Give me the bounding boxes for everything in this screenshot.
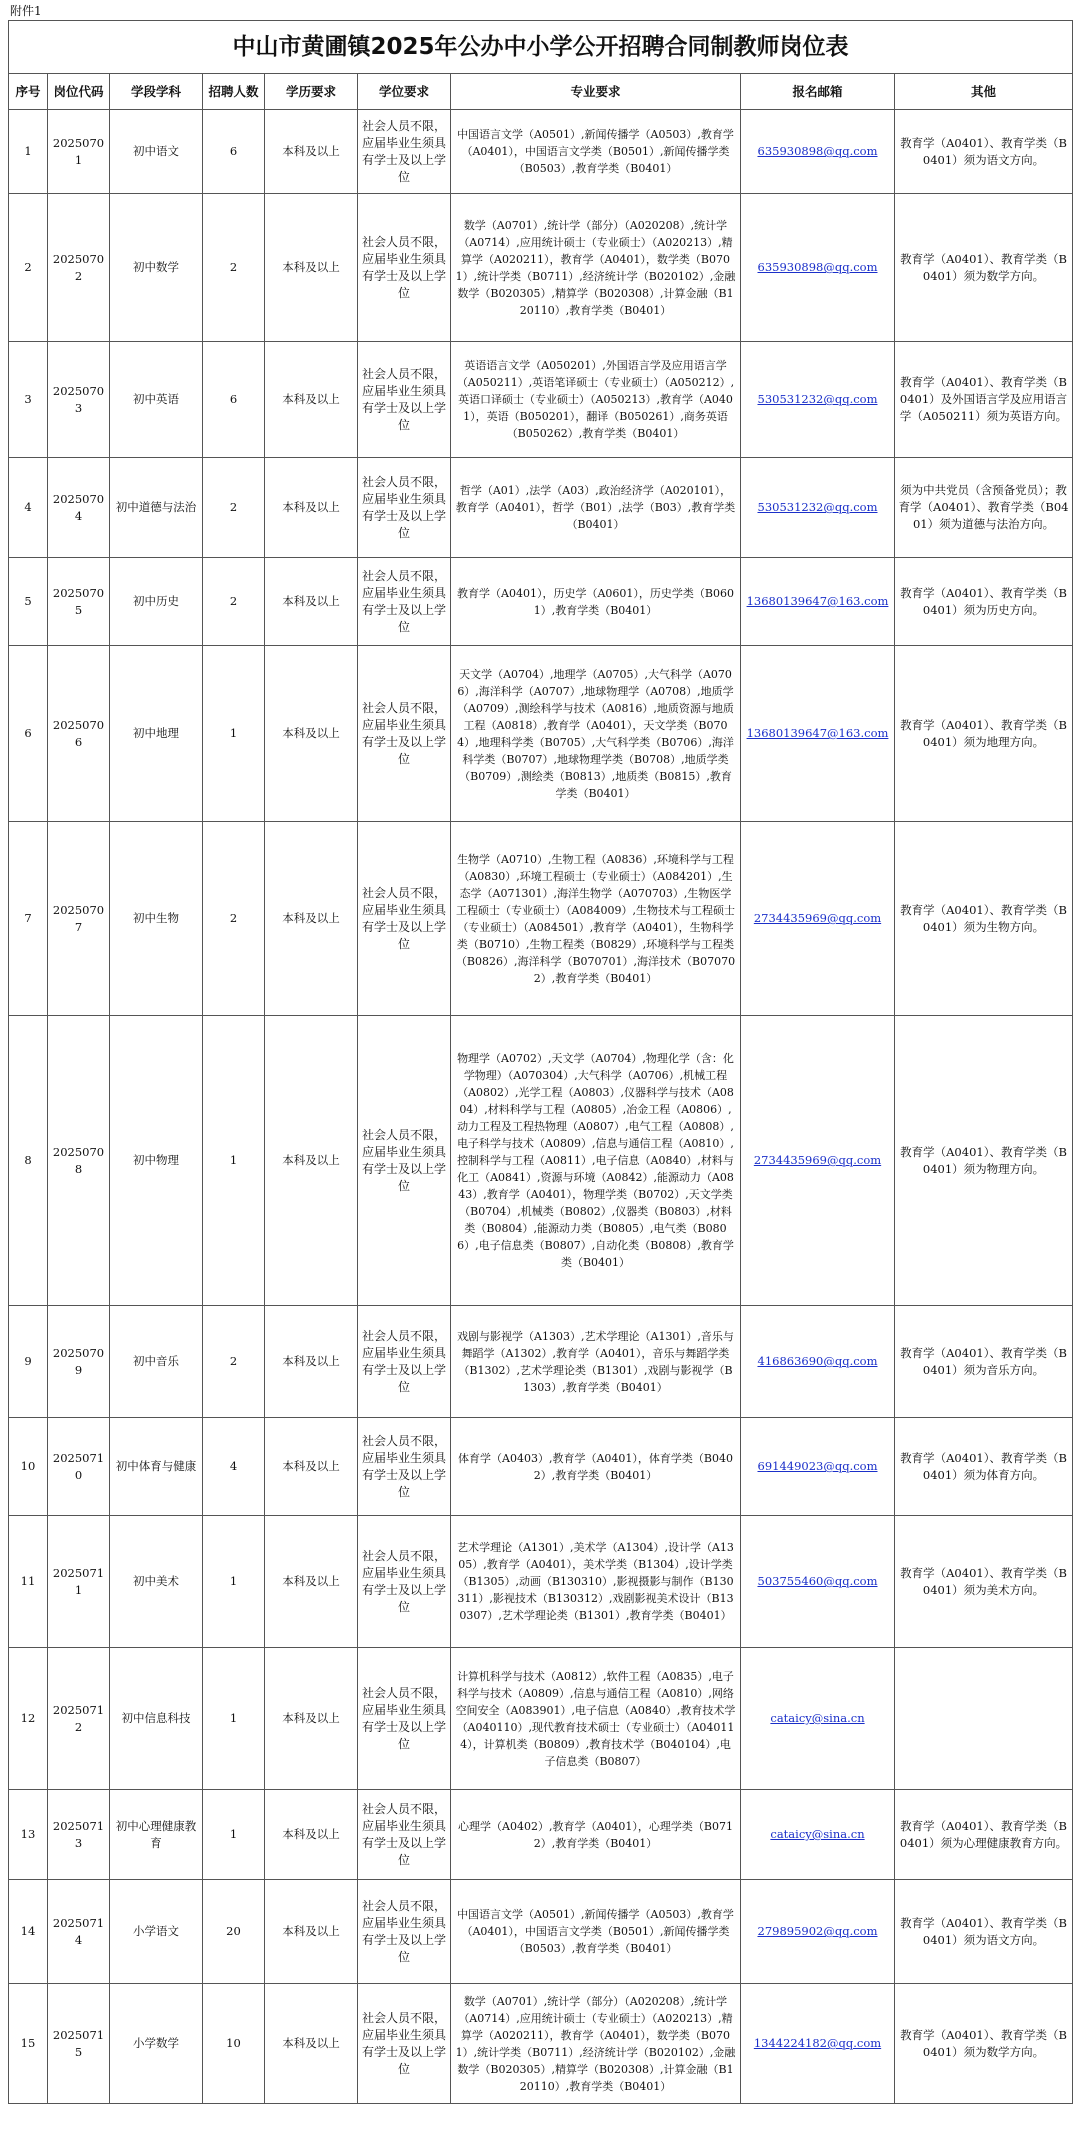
major-req-cell: 中国语言文学（A0501）,新闻传播学（A0503）,教育学（A0401），中国语言文学类（B0501）,新闻传播学类（B0503）,教育学类（B0401） bbox=[451, 110, 741, 194]
education-req-cell: 本科及以上 bbox=[265, 1516, 358, 1648]
education-req-cell: 本科及以上 bbox=[265, 1880, 358, 1984]
major-req-cell: 数学（A0701）,统计学（部分）（A020208）,统计学（A0714）,应用统计硕士（专业硕士）（A020213）,精算学（A020211），教育学（A0401），数学类（B0701）,统计学类（B0711）,经济统计学（B020102）,金融数学（B020305）,精算学（B020308）,计算金融（B120110）,教育学类（B0401） bbox=[451, 1984, 741, 2104]
table-row bbox=[9, 1790, 1073, 1880]
other-notes-cell: 教育学（A0401）、教育学类（B0401）须为语文方向。 bbox=[895, 1880, 1073, 1984]
table-row bbox=[9, 558, 1073, 646]
degree-req-cell: 社会人员不限，应届毕业生须具有学士及以上学位 bbox=[358, 1016, 451, 1306]
education-req-cell: 本科及以上 bbox=[265, 110, 358, 194]
row-number-cell: 13 bbox=[9, 1790, 48, 1880]
degree-req-cell: 社会人员不限，应届毕业生须具有学士及以上学位 bbox=[358, 1790, 451, 1880]
recruit-count-cell: 20 bbox=[203, 1880, 265, 1984]
other-notes-cell: 教育学（A0401）、教育学类（B0401）须为数学方向。 bbox=[895, 1984, 1073, 2104]
position-code-cell: 20250703 bbox=[48, 342, 110, 458]
header-count: 招聘人数 bbox=[203, 74, 265, 110]
degree-req-cell: 社会人员不限，应届毕业生须具有学士及以上学位 bbox=[358, 1984, 451, 2104]
degree-req-cell: 社会人员不限，应届毕业生须具有学士及以上学位 bbox=[358, 194, 451, 342]
signup-email-cell bbox=[741, 822, 895, 1016]
email-link[interactable]: 279895902@qq.com bbox=[757, 1924, 878, 1938]
row-number-cell: 14 bbox=[9, 1880, 48, 1984]
major-req-cell: 数学（A0701）,统计学（部分）（A020208）,统计学（A0714）,应用统计硕士（专业硕士）（A020213）,精算学（A020211），教育学（A0401），数学类（B0701）,统计学类（B0711）,经济统计学（B020102）,金融数学（B020305）,精算学（B020308）,计算金融（B120110）,教育学类（B0401） bbox=[451, 194, 741, 342]
major-req-cell: 体育学（A0403）,教育学（A0401），体育学类（B0402）,教育学类（B0401） bbox=[451, 1418, 741, 1516]
header-email: 报名邮箱 bbox=[741, 74, 895, 110]
email-link[interactable]: 2734435969@qq.com bbox=[753, 1153, 882, 1167]
major-req-cell: 中国语言文学（A0501）,新闻传播学（A0503）,教育学（A0401），中国语言文学类（B0501）,新闻传播学类（B0503）,教育学类（B0401） bbox=[451, 1880, 741, 1984]
subject-cell: 初中美术 bbox=[110, 1516, 203, 1648]
recruit-count-cell: 1 bbox=[203, 1790, 265, 1880]
row-number-cell: 10 bbox=[9, 1418, 48, 1516]
education-req-cell: 本科及以上 bbox=[265, 458, 358, 558]
signup-email-cell bbox=[741, 194, 895, 342]
subject-cell: 初中语文 bbox=[110, 110, 203, 194]
table-row bbox=[9, 458, 1073, 558]
degree-req-cell: 社会人员不限，应届毕业生须具有学士及以上学位 bbox=[358, 1306, 451, 1418]
degree-req-cell: 社会人员不限，应届毕业生须具有学士及以上学位 bbox=[358, 822, 451, 1016]
table-row bbox=[9, 1984, 1073, 2104]
recruit-count-cell: 2 bbox=[203, 822, 265, 1016]
degree-req-cell: 社会人员不限，应届毕业生须具有学士及以上学位 bbox=[358, 1418, 451, 1516]
recruit-count-cell: 1 bbox=[203, 1016, 265, 1306]
row-number-cell: 2 bbox=[9, 194, 48, 342]
email-link[interactable]: 503755460@qq.com bbox=[757, 1574, 878, 1588]
subject-cell: 初中历史 bbox=[110, 558, 203, 646]
signup-email-cell bbox=[741, 1984, 895, 2104]
other-notes-cell: 教育学（A0401）、教育学类（B0401）及外国语言学及应用语言学（A050211）须为英语方向。 bbox=[895, 342, 1073, 458]
degree-req-cell: 社会人员不限，应届毕业生须具有学士及以上学位 bbox=[358, 1516, 451, 1648]
recruit-count-cell: 2 bbox=[203, 194, 265, 342]
other-notes-cell: 教育学（A0401）、教育学类（B0401）须为语文方向。 bbox=[895, 110, 1073, 194]
email-link[interactable]: 2734435969@qq.com bbox=[753, 911, 882, 925]
other-notes-cell: 教育学（A0401）、教育学类（B0401）须为心理健康教育方向。 bbox=[895, 1790, 1073, 1880]
position-code-cell: 20250707 bbox=[48, 822, 110, 1016]
other-notes-cell: 须为中共党员（含预备党员）；教育学（A0401）、教育学类（B0401）须为道德与法治方向。 bbox=[895, 458, 1073, 558]
subject-cell: 初中道德与法治 bbox=[110, 458, 203, 558]
recruit-count-cell: 2 bbox=[203, 1306, 265, 1418]
position-code-cell: 20250708 bbox=[48, 1016, 110, 1306]
subject-cell: 初中物理 bbox=[110, 1016, 203, 1306]
major-req-cell: 艺术学理论（A1301）,美术学（A1304）,设计学（A1305）,教育学（A0401），美术学类（B1304）,设计学类（B1305）,动画（B130310）,影视摄影与制作（B130311）,影视技术（B130312）,戏剧影视美术设计（B130307）,艺术学理论类（B1301）,教育学类（B0401） bbox=[451, 1516, 741, 1648]
table-row bbox=[9, 1648, 1073, 1790]
subject-cell: 初中音乐 bbox=[110, 1306, 203, 1418]
table-row bbox=[9, 822, 1073, 1016]
signup-email-cell bbox=[741, 1790, 895, 1880]
education-req-cell: 本科及以上 bbox=[265, 1984, 358, 2104]
degree-req-cell: 社会人员不限，应届毕业生须具有学士及以上学位 bbox=[358, 110, 451, 194]
subject-cell: 初中体育与健康 bbox=[110, 1418, 203, 1516]
position-code-cell: 20250705 bbox=[48, 558, 110, 646]
other-notes-cell: 教育学（A0401）、教育学类（B0401）须为生物方向。 bbox=[895, 822, 1073, 1016]
email-link[interactable]: 530531232@qq.com bbox=[757, 392, 878, 406]
email-link[interactable]: 1344224182@qq.com bbox=[753, 2036, 882, 2050]
table-row bbox=[9, 1306, 1073, 1418]
other-notes-cell: 教育学（A0401）、教育学类（B0401）须为数学方向。 bbox=[895, 194, 1073, 342]
row-number-cell: 3 bbox=[9, 342, 48, 458]
subject-cell: 初中心理健康教育 bbox=[110, 1790, 203, 1880]
subject-cell: 初中信息科技 bbox=[110, 1648, 203, 1790]
email-link[interactable]: 416863690@qq.com bbox=[757, 1354, 878, 1368]
header-education: 学历要求 bbox=[265, 74, 358, 110]
signup-email-cell bbox=[741, 110, 895, 194]
education-req-cell: 本科及以上 bbox=[265, 558, 358, 646]
header-code: 岗位代码 bbox=[48, 74, 110, 110]
table-row bbox=[9, 1880, 1073, 1984]
recruit-count-cell: 1 bbox=[203, 1516, 265, 1648]
position-code-cell: 20250701 bbox=[48, 110, 110, 194]
email-link[interactable]: 691449023@qq.com bbox=[757, 1459, 878, 1473]
table-row bbox=[9, 194, 1073, 342]
signup-email-cell bbox=[741, 342, 895, 458]
signup-email-cell bbox=[741, 558, 895, 646]
email-link[interactable]: cataicy@sina.cn bbox=[770, 1827, 865, 1841]
education-req-cell: 本科及以上 bbox=[265, 1418, 358, 1516]
position-code-cell: 20250711 bbox=[48, 1516, 110, 1648]
education-req-cell: 本科及以上 bbox=[265, 1648, 358, 1790]
row-number-cell: 12 bbox=[9, 1648, 48, 1790]
other-notes-cell bbox=[895, 1648, 1073, 1790]
education-req-cell: 本科及以上 bbox=[265, 646, 358, 822]
subject-cell: 小学数学 bbox=[110, 1984, 203, 2104]
major-req-cell: 戏剧与影视学（A1303）,艺术学理论（A1301）,音乐与舞蹈学（A1302）,教育学（A0401），音乐与舞蹈学类（B1302）,艺术学理论类（B1301）,戏剧与影视学（B1303）,教育学类（B0401） bbox=[451, 1306, 741, 1418]
row-number-cell: 5 bbox=[9, 558, 48, 646]
positions-table bbox=[8, 20, 1073, 2104]
recruit-count-cell: 2 bbox=[203, 458, 265, 558]
subject-cell: 初中英语 bbox=[110, 342, 203, 458]
major-req-cell: 物理学（A0702）,天文学（A0704）,物理化学（含：化学物理）（A070304）,大气科学（A0706）,机械工程（A0802）,光学工程（A0803）,仪器科学与技术（A0804）,材料科学与工程（A0805）,冶金工程（A0806）,动力工程及工程热物理（A0807）,电气工程（A0808）,电子科学与技术（A0809）,信息与通信工程（A0810）,控制科学与工程（A0811）,电子信息（A0840）,材料与化工（A0841）,资源与环境（A0842）,能源动力（A0843）,教育学（A0401），物理学类（B0702）,天文学类（B0704）,机械类（B0802）,仪器类（B0803）,材料类（B0804）,能源动力类（B0805）,电气类（B0806）,电子信息类（B0807）,自动化类（B0808）,教育学类（B0401） bbox=[451, 1016, 741, 1306]
email-link[interactable]: 635930898@qq.com bbox=[757, 260, 878, 274]
email-link[interactable]: 13680139647@163.com bbox=[746, 726, 889, 740]
email-link[interactable]: 530531232@qq.com bbox=[757, 500, 878, 514]
major-req-cell: 哲学（A01）,法学（A03）,政治经济学（A020101），教育学（A0401），哲学（B01）,法学（B03）,教育学类（B0401） bbox=[451, 458, 741, 558]
subject-cell: 初中数学 bbox=[110, 194, 203, 342]
education-req-cell: 本科及以上 bbox=[265, 822, 358, 1016]
table-row bbox=[9, 1516, 1073, 1648]
recruit-count-cell: 10 bbox=[203, 1984, 265, 2104]
education-req-cell: 本科及以上 bbox=[265, 1306, 358, 1418]
position-code-cell: 20250704 bbox=[48, 458, 110, 558]
header-no: 序号 bbox=[9, 74, 48, 110]
other-notes-cell: 教育学（A0401）、教育学类（B0401）须为体育方向。 bbox=[895, 1418, 1073, 1516]
education-req-cell: 本科及以上 bbox=[265, 342, 358, 458]
recruit-count-cell: 2 bbox=[203, 558, 265, 646]
other-notes-cell: 教育学（A0401）、教育学类（B0401）须为历史方向。 bbox=[895, 558, 1073, 646]
major-req-cell: 生物学（A0710）,生物工程（A0836）,环境科学与工程（A0830）,环境工程硕士（专业硕士）（A084201）,生态学（A071301）,海洋生物学（A070703）,生物医学工程硕士（专业硕士）（A084009）,生物技术与工程硕士（专业硕士）（A084501）,教育学（A0401），生物科学类（B0710）,生物工程类（B0829）,环境科学与工程类（B0826）,海洋科学（B070701）,海洋技术（B070702）,教育学类（B0401） bbox=[451, 822, 741, 1016]
subject-cell: 初中生物 bbox=[110, 822, 203, 1016]
attachment-label: 附件1 bbox=[10, 4, 42, 18]
education-req-cell: 本科及以上 bbox=[265, 1016, 358, 1306]
position-code-cell: 20250714 bbox=[48, 1880, 110, 1984]
position-code-cell: 20250712 bbox=[48, 1648, 110, 1790]
row-number-cell: 6 bbox=[9, 646, 48, 822]
signup-email-cell bbox=[741, 646, 895, 822]
row-number-cell: 9 bbox=[9, 1306, 48, 1418]
recruit-count-cell: 6 bbox=[203, 342, 265, 458]
degree-req-cell: 社会人员不限，应届毕业生须具有学士及以上学位 bbox=[358, 342, 451, 458]
other-notes-cell: 教育学（A0401）、教育学类（B0401）须为美术方向。 bbox=[895, 1516, 1073, 1648]
degree-req-cell: 社会人员不限，应届毕业生须具有学士及以上学位 bbox=[358, 1648, 451, 1790]
row-number-cell: 1 bbox=[9, 110, 48, 194]
signup-email-cell bbox=[741, 1016, 895, 1306]
recruit-count-cell: 6 bbox=[203, 110, 265, 194]
row-number-cell: 7 bbox=[9, 822, 48, 1016]
row-number-cell: 11 bbox=[9, 1516, 48, 1648]
table-row bbox=[9, 342, 1073, 458]
signup-email-cell bbox=[741, 1516, 895, 1648]
subject-cell: 初中地理 bbox=[110, 646, 203, 822]
position-code-cell: 20250715 bbox=[48, 1984, 110, 2104]
table-row bbox=[9, 1016, 1073, 1306]
table-title: 中山市黄圃镇2025年公办中小学公开招聘合同制教师岗位表 bbox=[9, 21, 1073, 74]
major-req-cell: 计算机科学与技术（A0812）,软件工程（A0835）,电子科学与技术（A0809）,信息与通信工程（A0810）,网络空间安全（A083901）,电子信息（A0840）,教育技术学（A040110）,现代教育技术硕士（专业硕士）（A040114），计算机类（B0809）,教育技术学（B040104）,电子信息类（B0807） bbox=[451, 1648, 741, 1790]
row-number-cell: 4 bbox=[9, 458, 48, 558]
major-req-cell: 英语语言文学（A050201）,外国语言学及应用语言学（A050211）,英语笔译硕士（专业硕士）（A050212）,英语口译硕士（专业硕士）（A050213）,教育学（A0401），英语（B050201），翻译（B050261）,商务英语（B050262）,教育学类（B0401） bbox=[451, 342, 741, 458]
degree-req-cell: 社会人员不限，应届毕业生须具有学士及以上学位 bbox=[358, 1880, 451, 1984]
signup-email-cell bbox=[741, 1648, 895, 1790]
education-req-cell: 本科及以上 bbox=[265, 194, 358, 342]
position-code-cell: 20250702 bbox=[48, 194, 110, 342]
header-row bbox=[9, 74, 1073, 110]
position-code-cell: 20250706 bbox=[48, 646, 110, 822]
table-row bbox=[9, 646, 1073, 822]
major-req-cell: 天文学（A0704）,地理学（A0705）,大气科学（A0706）,海洋科学（A0707）,地球物理学（A0708）,地质学（A0709）,测绘科学与技术（A0816）,地质资源与地质工程（A0818）,教育学（A0401），天文学类（B0704）,地理科学类（B0705）,大气科学类（B0706）,海洋科学类（B0707）,地球物理学类（B0708）,地质学类（B0709）,测绘类（B0813）,地质类（B0815）,教育学类（B0401） bbox=[451, 646, 741, 822]
header-major: 专业要求 bbox=[451, 74, 741, 110]
position-code-cell: 20250713 bbox=[48, 1790, 110, 1880]
other-notes-cell: 教育学（A0401）、教育学类（B0401）须为音乐方向。 bbox=[895, 1306, 1073, 1418]
header-subject: 学段学科 bbox=[110, 74, 203, 110]
position-code-cell: 20250709 bbox=[48, 1306, 110, 1418]
major-req-cell: 教育学（A0401），历史学（A0601），历史学类（B0601）,教育学类（B0401） bbox=[451, 558, 741, 646]
degree-req-cell: 社会人员不限，应届毕业生须具有学士及以上学位 bbox=[358, 558, 451, 646]
email-link[interactable]: 13680139647@163.com bbox=[746, 594, 889, 608]
signup-email-cell bbox=[741, 458, 895, 558]
recruit-count-cell: 4 bbox=[203, 1418, 265, 1516]
degree-req-cell: 社会人员不限，应届毕业生须具有学士及以上学位 bbox=[358, 646, 451, 822]
signup-email-cell bbox=[741, 1418, 895, 1516]
degree-req-cell: 社会人员不限，应届毕业生须具有学士及以上学位 bbox=[358, 458, 451, 558]
signup-email-cell bbox=[741, 1880, 895, 1984]
major-req-cell: 心理学（A0402）,教育学（A0401），心理学类（B0712）,教育学类（B0401） bbox=[451, 1790, 741, 1880]
header-other: 其他 bbox=[895, 74, 1073, 110]
recruit-count-cell: 1 bbox=[203, 646, 265, 822]
position-code-cell: 20250710 bbox=[48, 1418, 110, 1516]
signup-email-cell bbox=[741, 1306, 895, 1418]
other-notes-cell: 教育学（A0401）、教育学类（B0401）须为物理方向。 bbox=[895, 1016, 1073, 1306]
table-row bbox=[9, 110, 1073, 194]
email-link[interactable]: cataicy@sina.cn bbox=[770, 1711, 865, 1725]
subject-cell: 小学语文 bbox=[110, 1880, 203, 1984]
row-number-cell: 8 bbox=[9, 1016, 48, 1306]
table-row bbox=[9, 1418, 1073, 1516]
recruit-count-cell: 1 bbox=[203, 1648, 265, 1790]
row-number-cell: 15 bbox=[9, 1984, 48, 2104]
header-degree: 学位要求 bbox=[358, 74, 451, 110]
other-notes-cell: 教育学（A0401）、教育学类（B0401）须为地理方向。 bbox=[895, 646, 1073, 822]
email-link[interactable]: 635930898@qq.com bbox=[757, 144, 878, 158]
education-req-cell: 本科及以上 bbox=[265, 1790, 358, 1880]
